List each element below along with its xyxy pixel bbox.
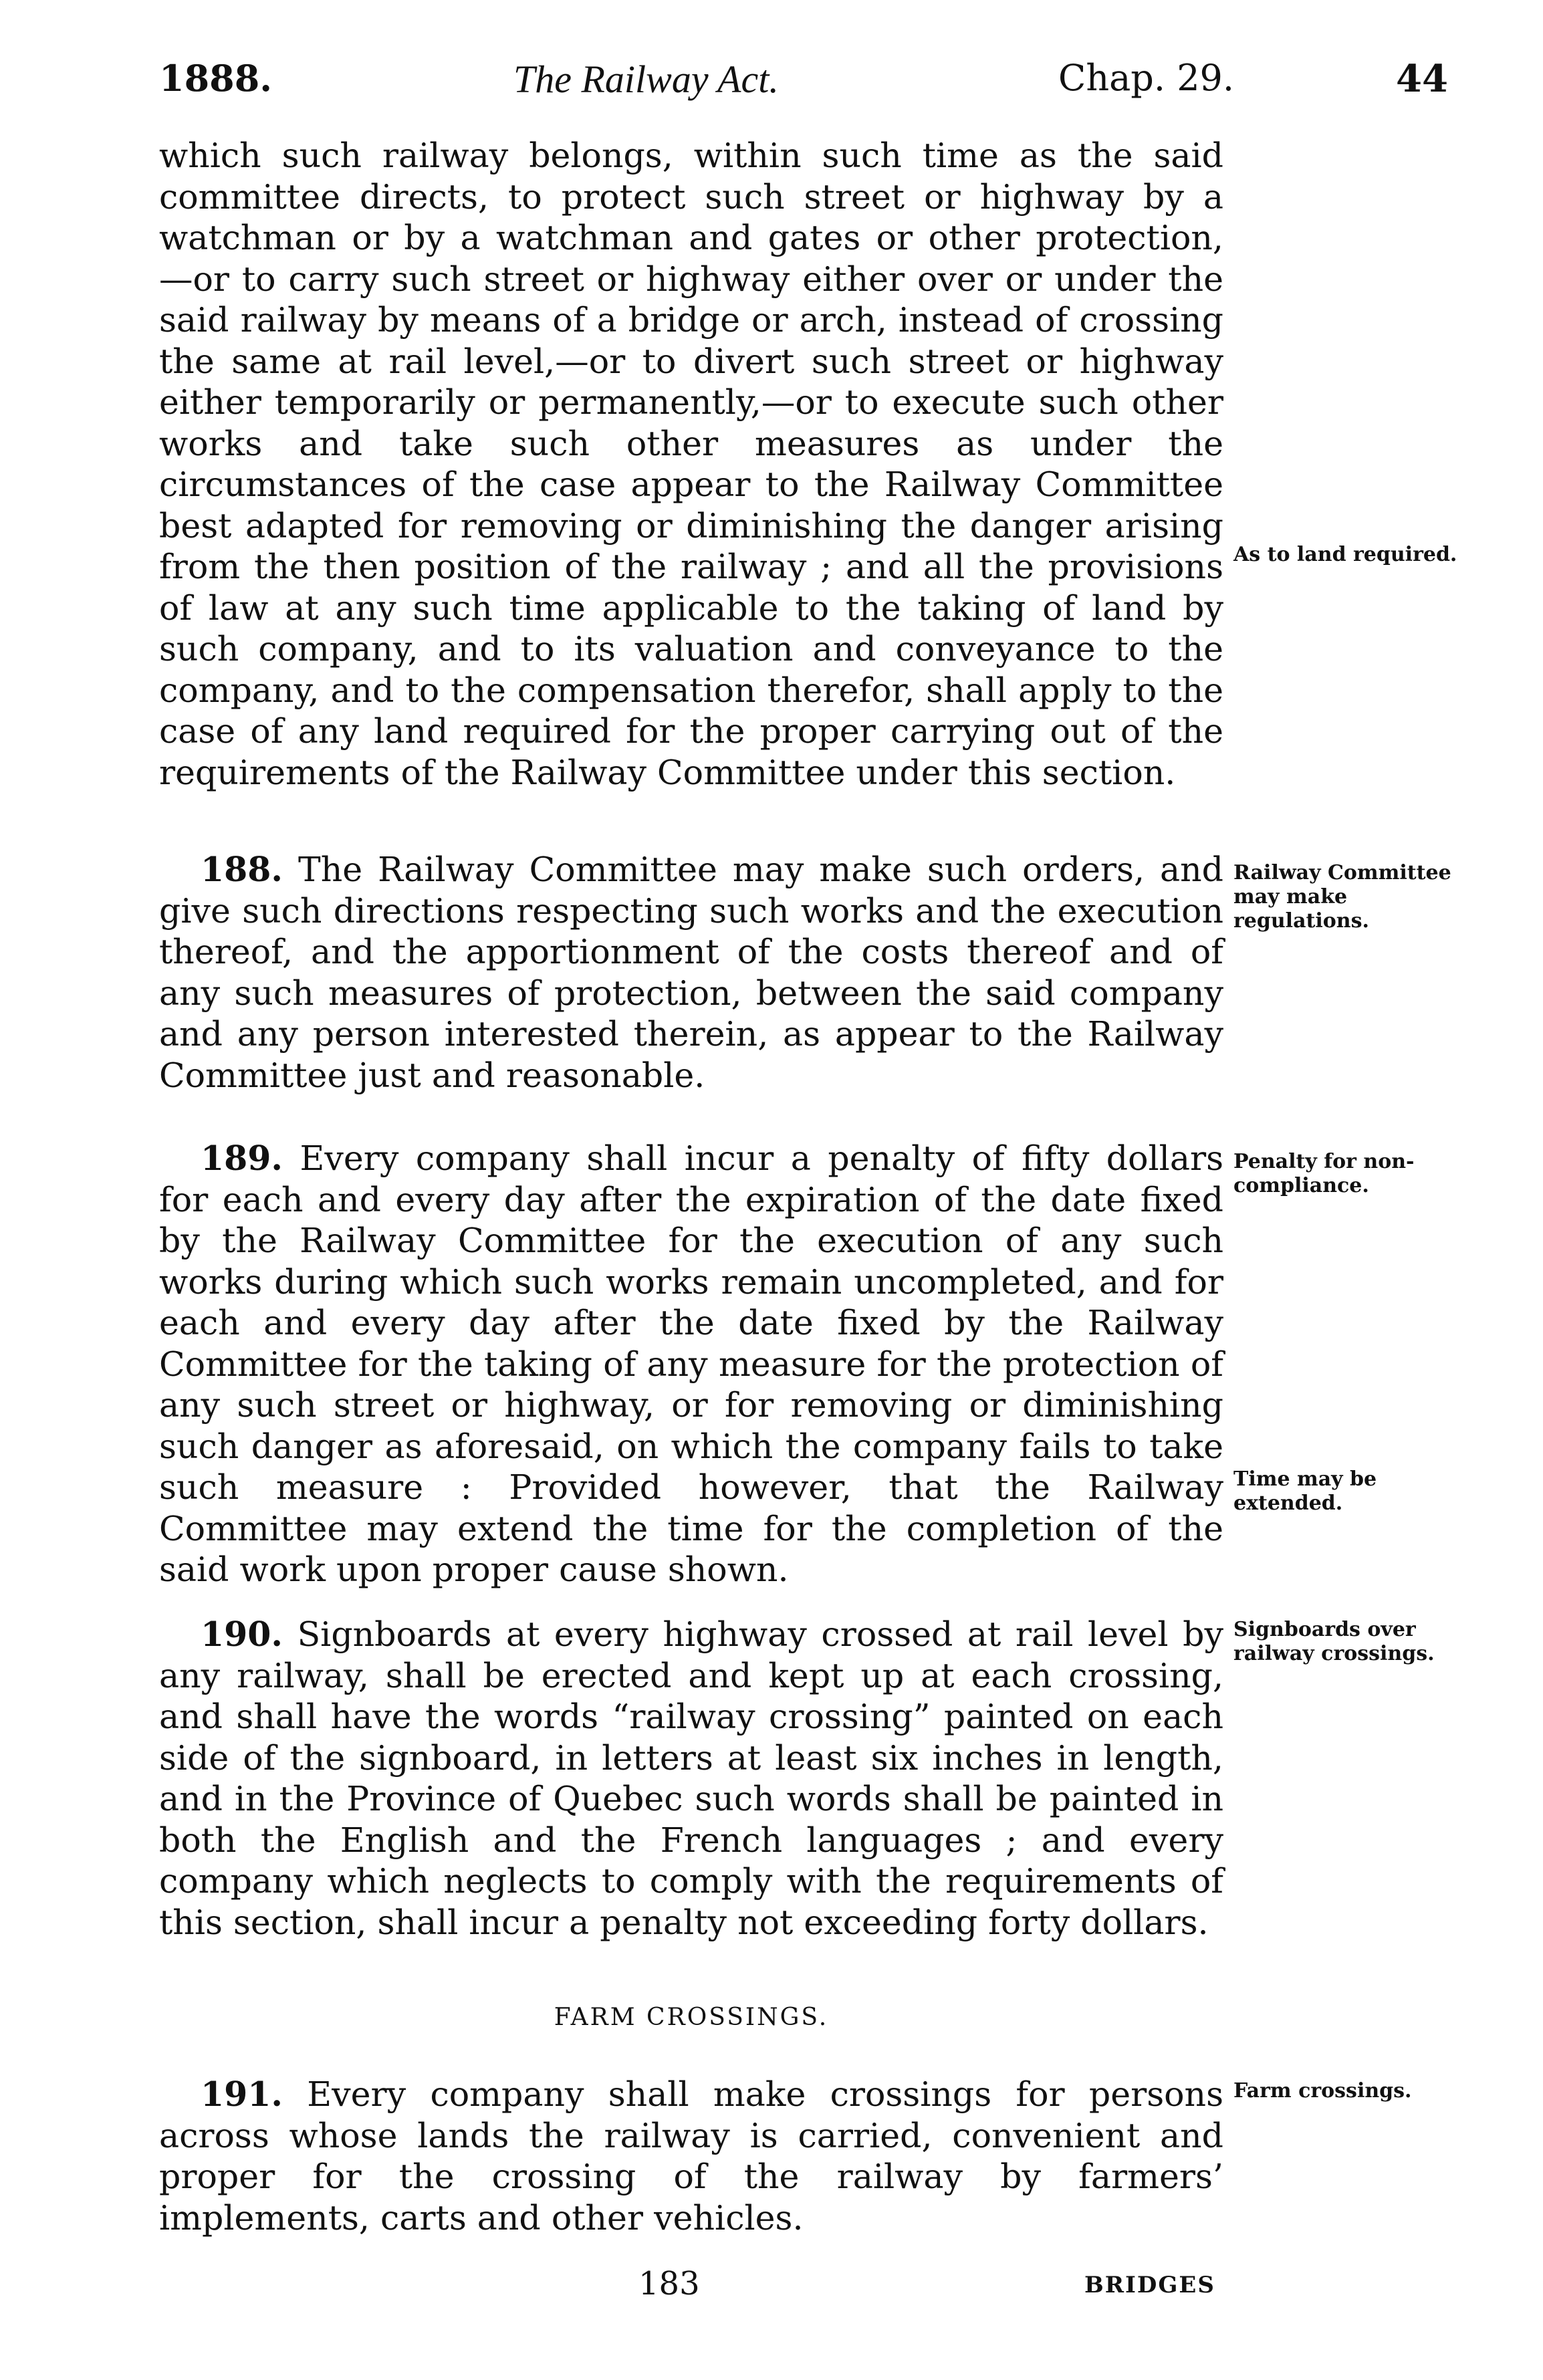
margin-note-penalty: Penalty for non-compliance. [1233,1150,1415,1197]
section-188 [159,849,1223,1096]
section-number: 188. [201,850,283,889]
subheading-farm-crossings: FARM CROSSINGS. [554,2004,829,2031]
section-text: Signboards at every highway crossed at rail level by any railway, shall be erected and kept up at each crossing, and shall have the words “railway crossing” painted on each side of the signboard, in letters at least six inches in length, and in the Province of Quebec such words shall be painted in both the English and the French languages ; and every company which neglects to comply with the requirements of this section, shall incur a penalty not exceeding forty dollars. [159,1615,1223,1942]
margin-note-committee-regulations: Railway Committee may make regulations. [1233,861,1451,933]
margin-note-signboards: Signboards over railway crossings. [1233,1618,1435,1665]
page-folio: 183 [638,2265,700,2302]
margin-note-land-required: As to land required. [1233,543,1457,566]
section-191 [159,2074,1223,2238]
margin-note-time-extended: Time may be extended. [1233,1467,1377,1515]
section-text: Every company shall incur a penalty of fifty dollars for each and every day after the expiration of the date fixed by the Railway Committee for the execution of any such works during which such works remain uncompleted, and for each and every day after the date fixed by the Railway Committee for the taking of any measure for the protection of any such street or highway, or for removing or diminishing such danger as aforesaid, on which the company fails to take such measure : Provided however, that the Railway Committee may extend the time for the completion of the said work upon proper cause shown. [159,1139,1223,1589]
body-text [159,135,1223,2238]
header-page-number: 44 [1396,57,1448,101]
section-number: 190. [201,1615,283,1654]
running-header [159,57,1459,110]
section-number: 189. [201,1139,283,1178]
section-189 [159,1138,1223,1590]
continuation-paragraph: which such railway belongs, within such time as the said committee directs, to protect such street or highway by a watchman or by a watchman and gates or other protection, —or to carry such street or highway either over or under the said railway by means of a bridge or arch, instead of crossing the same at rail level,—or to divert such street or highway either temporarily or permanently,—or to execute such other works and take such other measures as under the circumstances of the case appear to the Railway Committee best adapted for removing or diminishing the danger arising from the then position of the railway ; and all the provisions of law at any such time applicable to the taking of land by such company, and to its valuation and conveyance to the company, and to the compensation therefor, shall apply to the case of any land required for the proper carrying out of the requirements of the Railway Committee under this section. [159,136,1223,792]
section-text: Every company shall make crossings for persons across whose lands the railway is carried, convenient and proper for the crossing of the railway by farmers’ implements, carts and other vehicles. [159,2074,1223,2238]
section-text: The Railway Committee may make such orders, and give such directions respecting such works and the execution thereof, and the apportionment of the costs thereof and of any such measures of protection, between the said company and any person interested therein, as appear to the Railway Committee just and reasonable. [159,850,1223,1095]
header-title: The Railway Act. [513,57,779,101]
catchword: BRIDGES [1084,2272,1215,2298]
section-190 [159,1614,1223,1943]
header-year: 1888. [159,57,273,100]
margin-note-farm-crossings: Farm crossings. [1233,2079,1412,2103]
section-number: 191. [201,2074,283,2114]
header-chapter: Chap. 29. [1058,57,1235,99]
